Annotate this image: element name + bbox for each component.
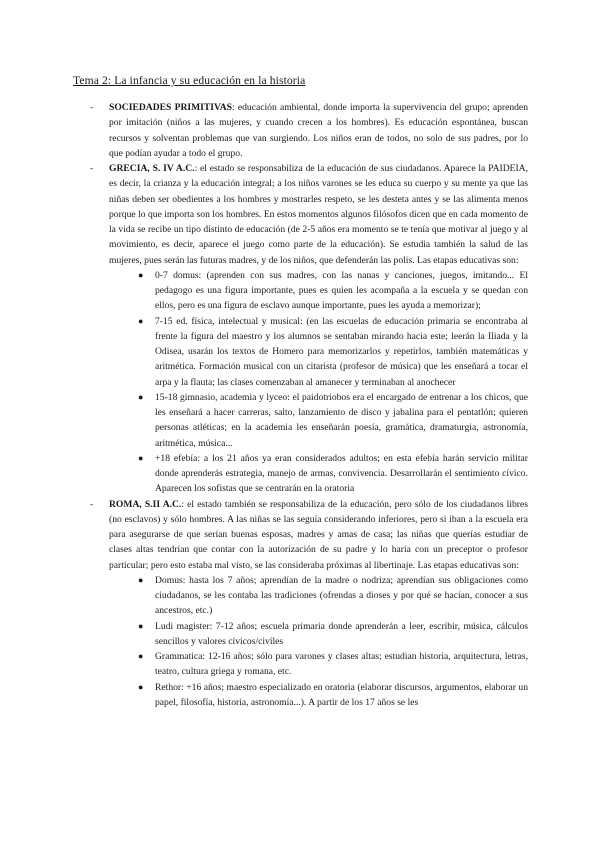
- dash-marker: -: [90, 163, 94, 174]
- bullet-icon: ●: [138, 269, 144, 280]
- bullet-icon: ●: [138, 574, 144, 585]
- greece-stages-list: [109, 268, 528, 497]
- list-item: ● +18 efebía: a los 21 años ya eran considerados adultos; en esta efebía harán servicio militar donde aprenderás estrategia, manejo de armas, convivencia. Desarrollarán el sentimiento cívico. Aparecen los sofistas que se centrarán en la oratoria: [138, 452, 528, 495]
- list-item: ● 0-7 domus: (aprenden con sus madres, con las nanas y canciones, juegos, imitando... El pedagogo es una figura importante, pues es quien les acompaña a la escuela y se quedan con ellos, pero es una figura de esclavo aunque importante, pues les ayuda a memorizar);: [138, 269, 528, 312]
- list-item: ● 15-18 gimnasio, academia y lyceo: el paidotriobos era el encargado de entrenar a los chicos, que les enseñará a hacer carreras, salto, lanzamiento de disco y jabalina para el pentatlón; quieren personas atléticas; en la academia les enseñarán poesía, gramática, dramaturgia, astronomía, aritmética, música...: [138, 391, 528, 449]
- section-heading: SOCIEDADES PRIMITIVAS: [109, 102, 232, 113]
- list-item: ● Domus: hasta los 7 años; aprendían de la madre o nodriza; aprendían sus obligaciones como ciudadanos, se les contaba las tradiciones (ofrendas a dioses y por qué se hacían, conocer a sus ancestros, etc.): [138, 574, 528, 617]
- section-text: : educación ambiental, donde importa la supervivencia del grupo; aprenden por imitación (niños a las mujeres, y cuando crecen a los hombres). Es educación espontánea, buscan recursos y solventan problemas que van surgiendo. Los niños eran de todos, no solo de sus padres, por lo que podían ayudar a todo el grupo.: [109, 102, 528, 159]
- section-text: : el estado también se responsabiliza de la educación, pero sólo de los ciudadanos libres (no esclavos) y sólo hombres. A las niñas se las seguía considerando inferiores, pero si iban a la escuela era para asegurarse de que serían buenas esposas, madres y amas de casa; las niñas que querías estudiar de clases altas tendrían que contar con la autorización de su padre y lo haría con un preceptor o profesor particular; pero esto estaba mal visto, se las consideraba próximas al libertinaje. Las etapas educativas son:: [109, 498, 528, 571]
- section-text: : el estado se responsabiliza de la educación de sus ciudadanos. Aparece la PAIDEIA, es decir, la crianza y la educación integral; a los niños varones se les educa su cuerpo y su mente ya que las niñas deben ser obedientes a los hombres y mostrarles respeto, se les desteta antes y se las alimenta menos porque lo que importa son los hombres. En estos momentos algunos filósofos dicen que en cada momento de la vida se recibe un tipo distinto de educación (de 2-5 años era momento se te tenía que motivar al juego y al movimiento, es decir, aparece el juego como parte de la educación). Se estudia también la salud de las mujeres, pues serán las futuras madres, y de los niños, que defenderán las polis. Las etapas educativas son:: [109, 163, 529, 266]
- dash-marker: -: [90, 498, 94, 510]
- rome-stages-list: [109, 573, 528, 710]
- bullet-icon: ●: [138, 620, 144, 631]
- section-greece: [90, 161, 528, 497]
- section-rome: [90, 497, 528, 711]
- bullet-icon: ●: [138, 651, 144, 661]
- bullet-icon: ●: [138, 452, 144, 463]
- section-primitive-societies: [90, 100, 528, 161]
- bullet-icon: ●: [138, 681, 144, 692]
- list-item: ● Rethor: +16 años; maestro especializado en oratoria (elaborar discursos, argumentos, elaborar un papel, filosofía, historia, astronomía...). A partir de los 17 años se les: [138, 681, 528, 708]
- section-heading: GRECIA, S. IV A.C.: [109, 163, 195, 174]
- dash-marker: -: [90, 102, 94, 113]
- document-title: Tema 2: La infancia y su educación en la historia: [73, 74, 306, 87]
- document-body: [90, 100, 528, 710]
- section-heading: ROMA, S.II A.C.: [109, 498, 182, 510]
- bullet-icon: ●: [138, 391, 144, 402]
- list-item: ● 7-15 ed. física, intelectual y musical: (en las escuelas de educación primaria se encontraba al frente la figura del maestro y los alumnos se sentaban mirando hacia este; leerán la Iliada y la Odisea, usarán los textos de Homero para memorizarlos y repetirlos, también matemáticas y aritmética. Formación musical con un citarista (profesor de música) que les enseñará a tocar el arpa y la flauta; las clases comenzaban al amanecer y terminaban al anochecer: [138, 315, 528, 388]
- list-item: ● Grammatica: 12-16 años; sólo para varones y clases altas; estudian historia, arquitectura, letras, teatro, cultura griega y romana, etc.: [138, 651, 528, 678]
- list-item: ● Ludi magister: 7-12 años; escuela primaria donde aprenderán a leer, escribir, música, cálculos sencillos y valores cívicos/civiles: [138, 620, 528, 647]
- bullet-icon: ●: [138, 315, 144, 326]
